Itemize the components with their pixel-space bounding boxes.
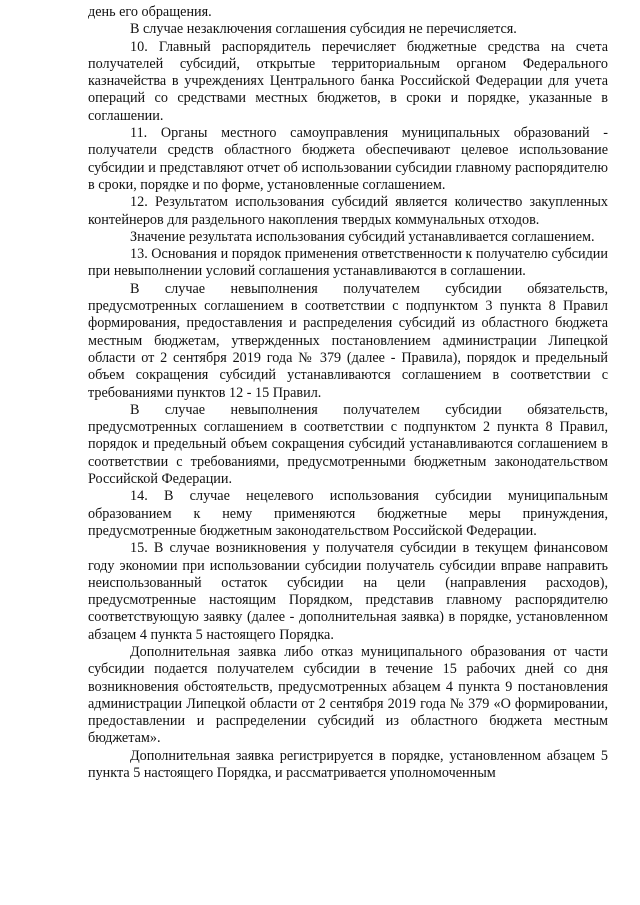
paragraph-item-11: 11. Органы местного самоуправления муниципальных образований - получатели средств областного бюджета обеспечивают целевое использование субсидии и представляют отчет об использовании субсидии главному распорядителю в сроки, порядке и по форме, установленные соглашением.	[88, 125, 608, 193]
paragraph-continuation: день его обращения.	[88, 4, 212, 20]
paragraph-obligations-subclause-2: В случае невыполнения получателем субсидии обязательств, предусмотренных соглашением в соответствии с подпунктом 2 пункта 8 Правил, порядок и предельный объем сокращения субсидий устанавливаются соглашением в соответствии с требованиями, предусмотренными бюджетным законодательством Российской Федерации.	[88, 401, 608, 488]
paragraph-item-10: 10. Главный распорядитель перечисляет бюджетные средства на счета получателей субсидий, открытые территориальным органом Федерального казначейства в учреждениях Центрального банка Российской Федерации для учета операций со средствами местных бюджетов, в сроки и порядке, указанные в соглашении.	[88, 38, 608, 124]
paragraph-item-15: 15. В случае возникновения у получателя субсидии в текущем финансовом году экономии при использовании субсидии получатель субсидии вправе направить неиспользованный остаток субсидии на цели (направления расходов), предусмотренные настоящим Порядком, представив главному распорядителю соответствующую заявку (далее - дополнительная заявка) в порядке, установленном абзацем 4 пункта 5 настоящего Порядка.	[88, 540, 608, 643]
paragraph-item-14: 14. В случае нецелевого использования субсидии муниципальным образованием к нему применяются бюджетные меры принуждения, предусмотренные бюджетным законодательством Российской Федерации.	[88, 488, 608, 539]
paragraph-application-registration: Дополнительная заявка регистрируется в порядке, установленном абзацем 5 пункта 5 настоящего Порядка, и рассматривается уполномоченным	[88, 747, 608, 782]
document-page	[88, 4, 608, 782]
paragraph-item-13: 13. Основания и порядок применения ответственности к получателю субсидии при невыполнении условий соглашения устанавливаются в соглашении.	[88, 246, 608, 280]
paragraph-item-12: 12. Результатом использования субсидий является количество закупленных контейнеров для раздельного накопления твердых коммунальных отходов.	[88, 194, 608, 228]
paragraph-additional-application: Дополнительная заявка либо отказ муниципального образования от части субсидии подается получателем субсидии в течение 15 рабочих дней со дня возникновения обстоятельств, предусмотренных абзацем 4 пункта 9 постановления администрации Липецкой области от 2 сентября 2019 года № 379 «О формировании, предоставлении и распределении субсидий из областного бюджета местным бюджетам».	[88, 643, 608, 747]
paragraph-no-agreement: В случае незаключения соглашения субсидия не перечисляется.	[130, 21, 517, 38]
paragraph-obligations-subclause-3: В случае невыполнения получателем субсидии обязательств, предусмотренных соглашением в соответствии с подпунктом 3 пункта 8 Правил формирования, предоставления и распределения субсидий из областного бюджета местным бюджетам, утвержденных постановлением администрации Липецкой области от 2 сентября 2019 года № 379 (далее - Правила), порядок и предельный объем сокращения субсидий устанавливаются соглашением в соответствии с требованиями пунктов 12 - 15 Правил.	[88, 280, 608, 401]
paragraph-result-value: Значение результата использования субсидий устанавливается соглашением.	[130, 228, 595, 245]
